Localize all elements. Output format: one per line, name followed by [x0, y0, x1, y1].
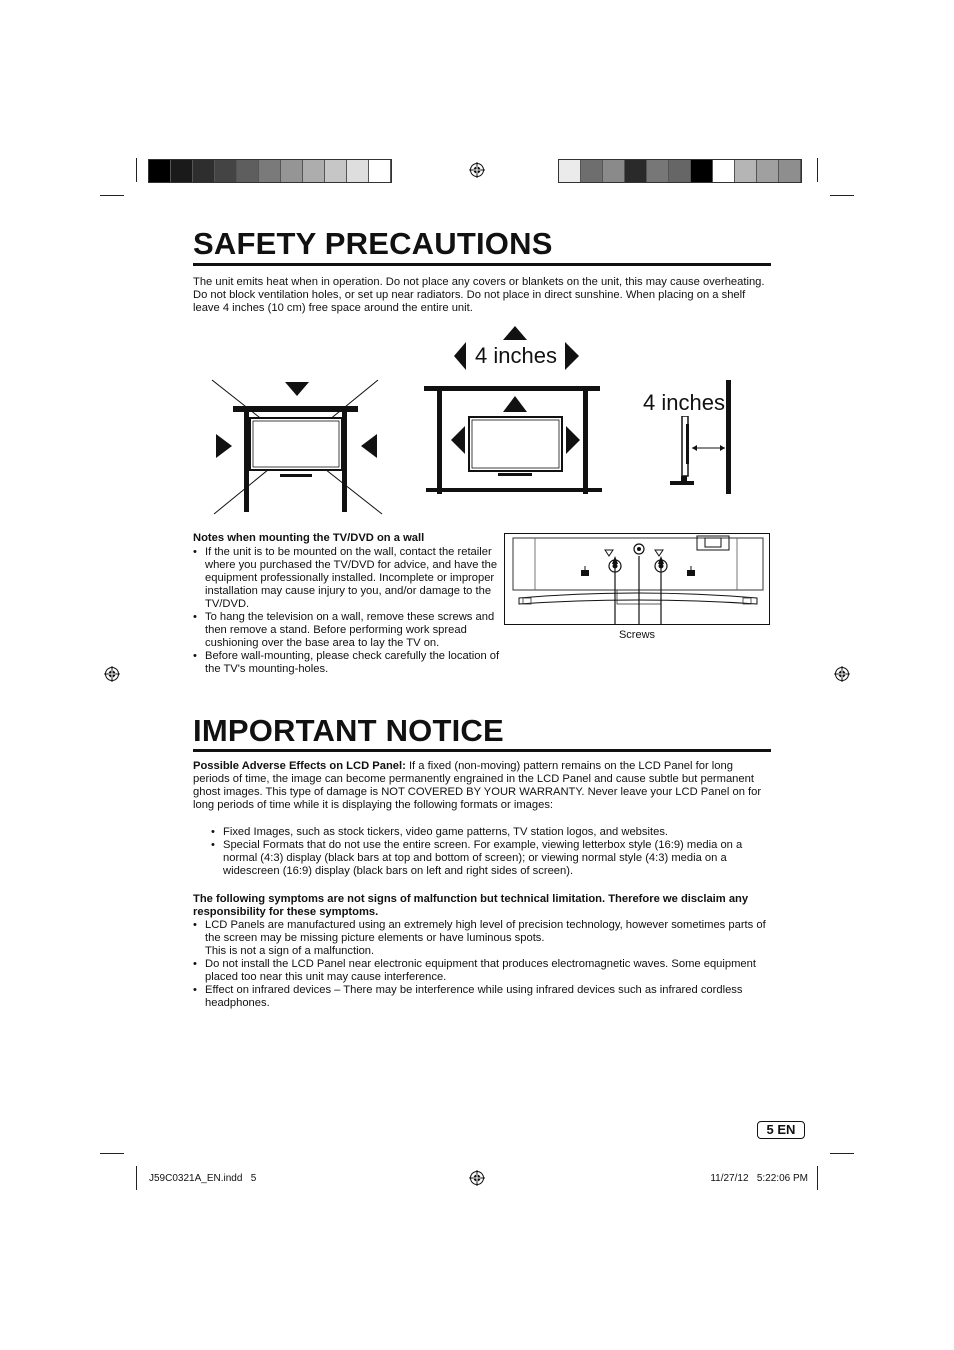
color-swatch	[237, 160, 259, 182]
list-item: • If the unit is to be mounted on the wall, contact the retailer where you purchased the TV/DVD for advice, and have the equipment professionally installed. Incomplete or improper installation may cause injury to you, and/or damage to the TV/DVD.	[193, 546, 505, 611]
color-swatch	[149, 160, 171, 182]
list-item: • To hang the television on a wall, remove these screws and then remove a stand. Before performing work spread cushioning over the base area to lay the TV on.	[193, 611, 505, 650]
tv-back-illustration	[504, 533, 770, 625]
registration-mark-icon	[104, 666, 120, 682]
front-clearance-label: 4 inches	[475, 343, 557, 368]
list-item: • Do not install the LCD Panel near electronic equipment that produces electromagnetic waves. Some equipment placed too near this unit may cause interference.	[193, 958, 768, 984]
color-swatch	[647, 160, 669, 182]
color-swatch	[669, 160, 691, 182]
color-swatch	[757, 160, 779, 182]
color-swatch	[581, 160, 603, 182]
notice-lead-bold: Possible Adverse Effects on LCD Panel:	[193, 760, 406, 772]
crop-mark	[100, 1153, 124, 1154]
registration-mark-icon	[834, 666, 850, 682]
side-clearance-label: 4 inches	[643, 390, 725, 415]
list-item: • Before wall-mounting, please check carefully the location of the TV's mounting-holes.	[193, 650, 505, 676]
color-swatch	[171, 160, 193, 182]
crop-mark	[817, 1166, 818, 1190]
color-swatch	[691, 160, 713, 182]
color-swatch	[559, 160, 581, 182]
file-name: J59C0321A_EN.indd 5	[149, 1173, 257, 1184]
color-swatch	[303, 160, 325, 182]
list-item-text: LCD Panels are manufactured using an extremely high level of precision technology, however sometimes parts of the screen may be missing picture elements or have luminous spots.	[205, 919, 766, 944]
list-item: • Effect on infrared devices – There may be interference while using infrared devices such as infrared cordless headphones.	[193, 984, 768, 1010]
title-rule	[193, 263, 771, 266]
title-rule	[193, 749, 771, 752]
safety-intro: The unit emits heat when in operation. Do not place any covers or blankets on the unit, this may cause overheating. Do not block ventilation holes, or set up near radiators. Do not place in direct sunshine. When placing on a shelf leave 4 inches (10 cm) free space around the entire unit.	[193, 276, 765, 314]
screws-caption: Screws	[618, 629, 656, 641]
crop-mark	[136, 158, 137, 182]
color-swatch	[193, 160, 215, 182]
color-swatch	[281, 160, 303, 182]
symptoms-list	[193, 919, 768, 1010]
color-swatch	[603, 160, 625, 182]
safety-title: SAFETY PRECAUTIONS	[193, 226, 553, 261]
symptoms-title: The following symptoms are not signs of malfunction but technical limitation. Therefore we disclaim any responsibility for these symptoms.	[193, 893, 749, 918]
notice-lead	[193, 760, 768, 812]
formats-list	[211, 826, 761, 878]
registration-mark-icon	[469, 162, 485, 178]
color-swatch	[713, 160, 735, 182]
color-swatch	[347, 160, 369, 182]
color-swatch	[259, 160, 281, 182]
enclosed-tv-diagram	[210, 378, 385, 518]
color-swatch	[325, 160, 347, 182]
color-swatch	[735, 160, 757, 182]
timestamp: 11/27/12 5:22:06 PM	[710, 1173, 808, 1184]
color-swatch	[215, 160, 237, 182]
color-bar-left	[148, 159, 392, 183]
list-item	[193, 919, 768, 958]
notice-lead-text: If a fixed (non-moving) pattern remains on the LCD Panel for long periods of time, the image can become permanently engrained in the LCD Panel and cause subtle but permanent ghost images. This type of damage is NOT COVERED BY YOUR WARRANTY. Never leave your LCD Panel on for long periods of time while it is displaying the following formats or images:	[193, 760, 762, 811]
list-item-subline: This is not a sign of a malfunction.	[205, 945, 375, 957]
page-number-badge: 5 EN	[757, 1121, 805, 1139]
color-bar-right	[558, 159, 802, 183]
wall-notes-list	[193, 546, 505, 676]
color-swatch	[779, 160, 801, 182]
registration-mark-icon	[469, 1170, 485, 1186]
color-swatch	[625, 160, 647, 182]
notice-title: IMPORTANT NOTICE	[193, 713, 504, 748]
crop-mark	[817, 158, 818, 182]
crop-mark	[100, 195, 124, 196]
crop-mark	[136, 1166, 137, 1190]
color-swatch	[369, 160, 391, 182]
list-item: • Special Formats that do not use the entire screen. For example, viewing letterbox style (16:9) media on a normal (4:3) display (black bars at top and bottom of screen); or viewing normal style (4:3) media on a widescreen (16:9) display (black bars on left and right sides of screen).	[211, 839, 761, 878]
crop-mark	[830, 1153, 854, 1154]
crop-mark	[830, 195, 854, 196]
wall-notes-title: Notes when mounting the TV/DVD on a wall	[193, 532, 425, 544]
list-item: • Fixed Images, such as stock tickers, video game patterns, TV station logos, and websites.	[211, 826, 761, 839]
